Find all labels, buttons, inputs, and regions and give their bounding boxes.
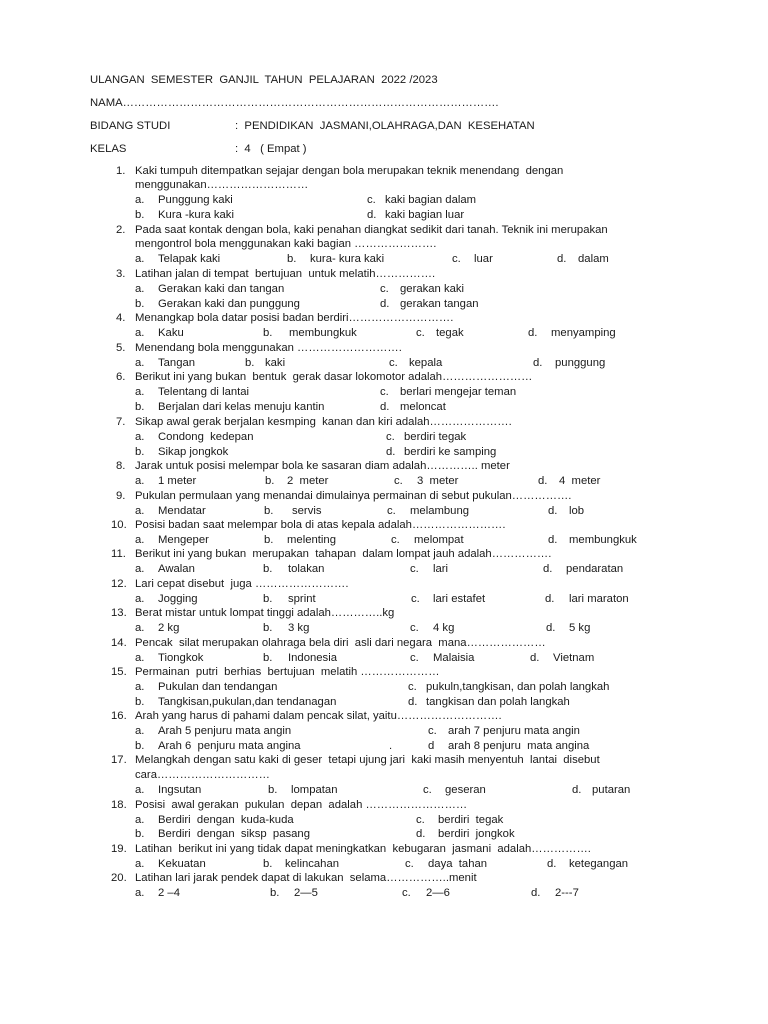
option-text: Jogging — [158, 593, 198, 605]
option-letter: c. — [402, 887, 411, 899]
option-text: Vietnam — [553, 652, 595, 664]
option-text: 2 meter — [287, 475, 329, 487]
option-text: putaran — [592, 784, 631, 796]
question-number: 10. — [111, 519, 127, 531]
question-text: Lari cepat disebut juga ……………………. — [135, 578, 349, 590]
option-letter: d. — [572, 784, 582, 796]
option-letter: a. — [135, 887, 145, 899]
option-letter: d — [428, 740, 435, 752]
question-text: Arah yang harus di pahami dalam pencak silat, yaitu………………………. — [135, 710, 502, 722]
option-text: kura- kura kaki — [310, 253, 385, 265]
option-text: 2 kg — [158, 622, 180, 634]
option-letter: a. — [135, 725, 145, 737]
question-text: Pada saat kontak dengan bola, kaki penahan diangkat sedikit dari tanah. Teknik ini merupakan — [135, 224, 608, 236]
option-letter: b. — [135, 446, 145, 458]
option-text: lari — [433, 563, 449, 575]
option-text: kaki bagian dalam — [385, 194, 477, 206]
option-letter: b. — [263, 652, 273, 664]
option-text: melenting — [287, 534, 336, 546]
option-letter: b. — [265, 475, 275, 487]
class-label: KELAS — [90, 143, 127, 155]
option-letter: c. — [387, 505, 396, 517]
option-letter: a. — [135, 784, 145, 796]
option-text: lob — [569, 505, 585, 517]
option-letter: c. — [367, 194, 376, 206]
option-letter: c. — [411, 593, 420, 605]
option-letter: a. — [135, 563, 145, 575]
exam-title: ULANGAN SEMESTER GANJIL TAHUN PELAJARAN 2022 /2023 — [90, 74, 438, 86]
question-number: 18. — [111, 799, 127, 811]
option-letter: d. — [538, 475, 548, 487]
question-number: 20. — [111, 872, 127, 884]
option-letter: b. — [264, 505, 274, 517]
option-text: geseran — [445, 784, 486, 796]
question-number: 8. — [116, 460, 126, 472]
question-text: Latihan jalan di tempat bertujuan untuk melatih……………. — [135, 268, 436, 280]
name-field-label: NAMA………………………………………………………………………………………. — [90, 97, 499, 109]
option-letter: b. — [135, 209, 145, 221]
option-letter: b. — [245, 357, 255, 369]
option-text: Berjalan dari kelas menuju kantin — [158, 401, 325, 413]
question-text: Pencak silat merupakan olahraga bela diri asli dari negara mana………………… — [135, 637, 546, 649]
question-text: Pukulan permulaan yang menandai dimulainya permainan di sebut pukulan……………. — [135, 490, 572, 502]
option-text: Awalan — [158, 563, 195, 575]
option-text: lompatan — [291, 784, 338, 796]
option-text: arah 7 penjuru mata angin — [448, 725, 580, 737]
option-text: Malaisia — [433, 652, 475, 664]
option-letter: c. — [423, 784, 432, 796]
question-number: 15. — [111, 666, 127, 678]
question-text: Sikap awal gerak berjalan kesmping kanan dan kiri adalah…………………. — [135, 416, 512, 428]
option-letter: b. — [135, 696, 145, 708]
question-number: 7. — [116, 416, 126, 428]
option-text: kelincahan — [285, 858, 340, 870]
option-letter: a. — [135, 283, 145, 295]
question-number: 3. — [116, 268, 126, 280]
option-letter: c. — [391, 534, 400, 546]
question-number: 6. — [116, 371, 126, 383]
option-text: Arah 6 penjuru mata angina — [158, 740, 301, 752]
option-text: 3 kg — [288, 622, 310, 634]
question-number: 4. — [116, 312, 126, 324]
option-text: melambung — [410, 505, 470, 517]
option-letter: c. — [380, 283, 389, 295]
option-text: gerakan tangan — [400, 298, 479, 310]
option-text: meloncat — [400, 401, 446, 413]
option-text: servis — [292, 505, 322, 517]
question-number: 13. — [111, 607, 127, 619]
question-text: Jarak untuk posisi melempar bola ke sasaran diam adalah………….. meter — [135, 460, 510, 472]
option-letter: a. — [135, 858, 145, 870]
option-text: Berdiri dengan siksp pasang — [158, 828, 310, 840]
option-letter: c. — [408, 681, 417, 693]
question-text: Melangkah dengan satu kaki di geser tetapi ujung jari kaki masih menyentuh lantai disebut — [135, 754, 600, 766]
option-text: berdiri tegak — [404, 431, 467, 443]
option-text: membungkuk — [569, 534, 637, 546]
option-text: Tangan — [158, 357, 196, 369]
option-text: daya tahan — [428, 858, 488, 870]
subject-label: BIDANG STUDI — [90, 120, 171, 132]
question-text: Berikut ini yang bukan merupakan tahapan dalam lompat jauh adalah……………. — [135, 548, 552, 560]
option-text: Kaku — [158, 327, 184, 339]
option-text: Tiongkok — [158, 652, 204, 664]
option-text: 4 meter — [559, 475, 601, 487]
option-letter: d. — [548, 534, 558, 546]
option-text: Mendatar — [158, 505, 206, 517]
option-text: Berdiri dengan kuda-kuda — [158, 814, 294, 826]
option-letter: c. — [410, 622, 419, 634]
option-letter: d. — [531, 887, 541, 899]
option-letter: b. — [263, 593, 273, 605]
option-letter: a. — [135, 431, 145, 443]
option-letter: c. — [386, 431, 395, 443]
option-letter: d. — [528, 327, 538, 339]
option-letter: b. — [263, 622, 273, 634]
option-text: Telentang di lantai — [158, 386, 250, 398]
option-letter: d. — [543, 563, 553, 575]
option-text: Indonesia — [288, 652, 337, 664]
question-text: menggunakan……………………… — [135, 179, 309, 191]
option-text: Punggung kaki — [158, 194, 233, 206]
option-letter: c. — [410, 652, 419, 664]
question-text: mengontrol bola menggunakan kaki bagian …………………. — [135, 238, 437, 250]
option-text: tegak — [436, 327, 464, 339]
option-text: menyamping — [551, 327, 616, 339]
option-letter: b. — [268, 784, 278, 796]
option-letter: c. — [452, 253, 461, 265]
option-letter: a. — [135, 475, 145, 487]
option-letter: . — [389, 740, 393, 752]
option-text: punggung — [555, 357, 606, 369]
option-text: berdiri ke samping — [404, 446, 497, 458]
option-letter: a. — [135, 622, 145, 634]
option-text: Ingsutan — [158, 784, 202, 796]
option-letter: c. — [416, 814, 425, 826]
question-text: Permainan putri berhias bertujuan melatih ………………… — [135, 666, 440, 678]
option-letter: a. — [135, 593, 145, 605]
question-number: 1. — [116, 165, 126, 177]
option-text: arah 8 penjuru mata angina — [448, 740, 590, 752]
option-letter: d. — [533, 357, 543, 369]
question-text: Menendang bola menggunakan ………………………. — [135, 342, 402, 354]
option-letter: c. — [394, 475, 403, 487]
option-letter: c. — [416, 327, 425, 339]
option-letter: a. — [135, 814, 145, 826]
option-letter: d. — [416, 828, 426, 840]
question-number: 11. — [111, 548, 126, 560]
option-letter: d. — [367, 209, 377, 221]
option-text: 2---7 — [555, 887, 579, 899]
option-letter: c. — [405, 858, 414, 870]
option-letter: b. — [135, 298, 145, 310]
question-text: Latihan berikut ini yang tidak dapat meningkatkan kebugaran jasmani adalah……………. — [135, 843, 591, 855]
question-number: 14. — [111, 637, 127, 649]
option-letter: b. — [263, 327, 273, 339]
option-letter: d. — [557, 253, 567, 265]
option-text: lari estafet — [433, 593, 486, 605]
option-text: sprint — [288, 593, 316, 605]
option-text: 2—6 — [426, 887, 450, 899]
option-text: pukuln,tangkisan, dan polah langkah — [426, 681, 610, 693]
option-text: Kura -kura kaki — [158, 209, 234, 221]
question-text: Latihan lari jarak pendek dapat di lakukan selama……………..menit — [135, 872, 477, 884]
option-text: gerakan kaki — [400, 283, 465, 295]
question-number: 16. — [111, 710, 127, 722]
option-text: pendaratan — [566, 563, 624, 575]
question-text: Berat mistar untuk lompat tinggi adalah…………..kg — [135, 607, 395, 619]
question-text: Menangkap bola datar posisi badan berdiri………………………. — [135, 312, 454, 324]
option-text: 5 kg — [569, 622, 591, 634]
option-letter: d. — [380, 401, 390, 413]
option-text: tolakan — [288, 563, 325, 575]
option-letter: b. — [270, 887, 280, 899]
option-text: 2—5 — [294, 887, 318, 899]
option-letter: a. — [135, 253, 145, 265]
option-letter: c. — [410, 563, 419, 575]
option-text: lari maraton — [569, 593, 629, 605]
option-text: Arah 5 penjuru mata angin — [158, 725, 292, 737]
option-letter: b. — [135, 828, 145, 840]
question-number: 9. — [116, 490, 126, 502]
question-number: 17. — [111, 754, 127, 766]
question-number: 19. — [111, 843, 127, 855]
option-letter: d. — [408, 696, 418, 708]
option-letter: b. — [135, 740, 145, 752]
option-letter: c. — [389, 357, 398, 369]
option-letter: a. — [135, 681, 145, 693]
option-letter: b. — [263, 563, 273, 575]
option-text: tangkisan dan polah langkah — [426, 696, 570, 708]
option-letter: d. — [380, 298, 390, 310]
option-letter: a. — [135, 386, 145, 398]
option-text: Telapak kaki — [158, 253, 221, 265]
question-number: 12. — [111, 578, 127, 590]
option-letter: a. — [135, 534, 145, 546]
question-text: Kaki tumpuh ditempatkan sejajar dengan bola merupakan teknik menendang dengan — [135, 165, 564, 177]
option-letter: b. — [287, 253, 297, 265]
option-text: Tangkisan,pukulan,dan tendanagan — [158, 696, 337, 708]
option-text: Sikap jongkok — [158, 446, 229, 458]
option-text: berdiri tegak — [438, 814, 504, 826]
option-text: Gerakan kaki dan punggung — [158, 298, 300, 310]
option-letter: c. — [380, 386, 389, 398]
option-text: dalam — [578, 253, 609, 265]
option-text: ketegangan — [569, 858, 629, 870]
option-text: kaki bagian luar — [385, 209, 465, 221]
option-text: Mengeper — [158, 534, 209, 546]
option-text: 3 meter — [417, 475, 459, 487]
option-letter: d. — [547, 858, 557, 870]
option-text: 2 –4 — [158, 887, 180, 899]
option-letter: d. — [546, 622, 556, 634]
option-letter: d. — [386, 446, 396, 458]
option-text: 1 meter — [158, 475, 197, 487]
option-text: kepala — [409, 357, 443, 369]
option-letter: b. — [264, 534, 274, 546]
question-text: cara………………………… — [135, 769, 270, 781]
option-text: 4 kg — [433, 622, 455, 634]
option-text: membungkuk — [289, 327, 357, 339]
option-text: Kekuatan — [158, 858, 206, 870]
option-text: kaki — [265, 357, 286, 369]
option-letter: d. — [530, 652, 540, 664]
option-text: Pukulan dan tendangan — [158, 681, 278, 693]
option-text: Gerakan kaki dan tangan — [158, 283, 285, 295]
option-text: berlari mengejar teman — [400, 386, 517, 398]
question-text: Posisi badan saat melempar bola di atas kepala adalah……………………. — [135, 519, 506, 531]
option-letter: a. — [135, 505, 145, 517]
option-letter: d. — [545, 593, 555, 605]
question-number: 5. — [116, 342, 126, 354]
question-text: Posisi awal gerakan pukulan depan adalah ……………………… — [135, 799, 468, 811]
question-number: 2. — [116, 224, 126, 236]
option-letter: a. — [135, 652, 145, 664]
subject-value: : PENDIDIKAN JASMANI,OLAHRAGA,DAN KESEHATAN — [235, 120, 535, 132]
question-text: Berikut ini yang bukan bentuk gerak dasar lokomotor adalah…………………… — [135, 371, 533, 383]
class-value: : 4 ( Empat ) — [235, 143, 307, 155]
option-letter: a. — [135, 327, 145, 339]
option-text: Condong kedepan — [158, 431, 254, 443]
option-text: melompat — [414, 534, 464, 546]
option-text: luar — [474, 253, 493, 265]
option-letter: d. — [548, 505, 558, 517]
option-letter: c. — [428, 725, 437, 737]
option-letter: b. — [263, 858, 273, 870]
option-letter: b. — [135, 401, 145, 413]
option-letter: a. — [135, 357, 145, 369]
option-letter: a. — [135, 194, 145, 206]
option-text: berdiri jongkok — [438, 828, 515, 840]
